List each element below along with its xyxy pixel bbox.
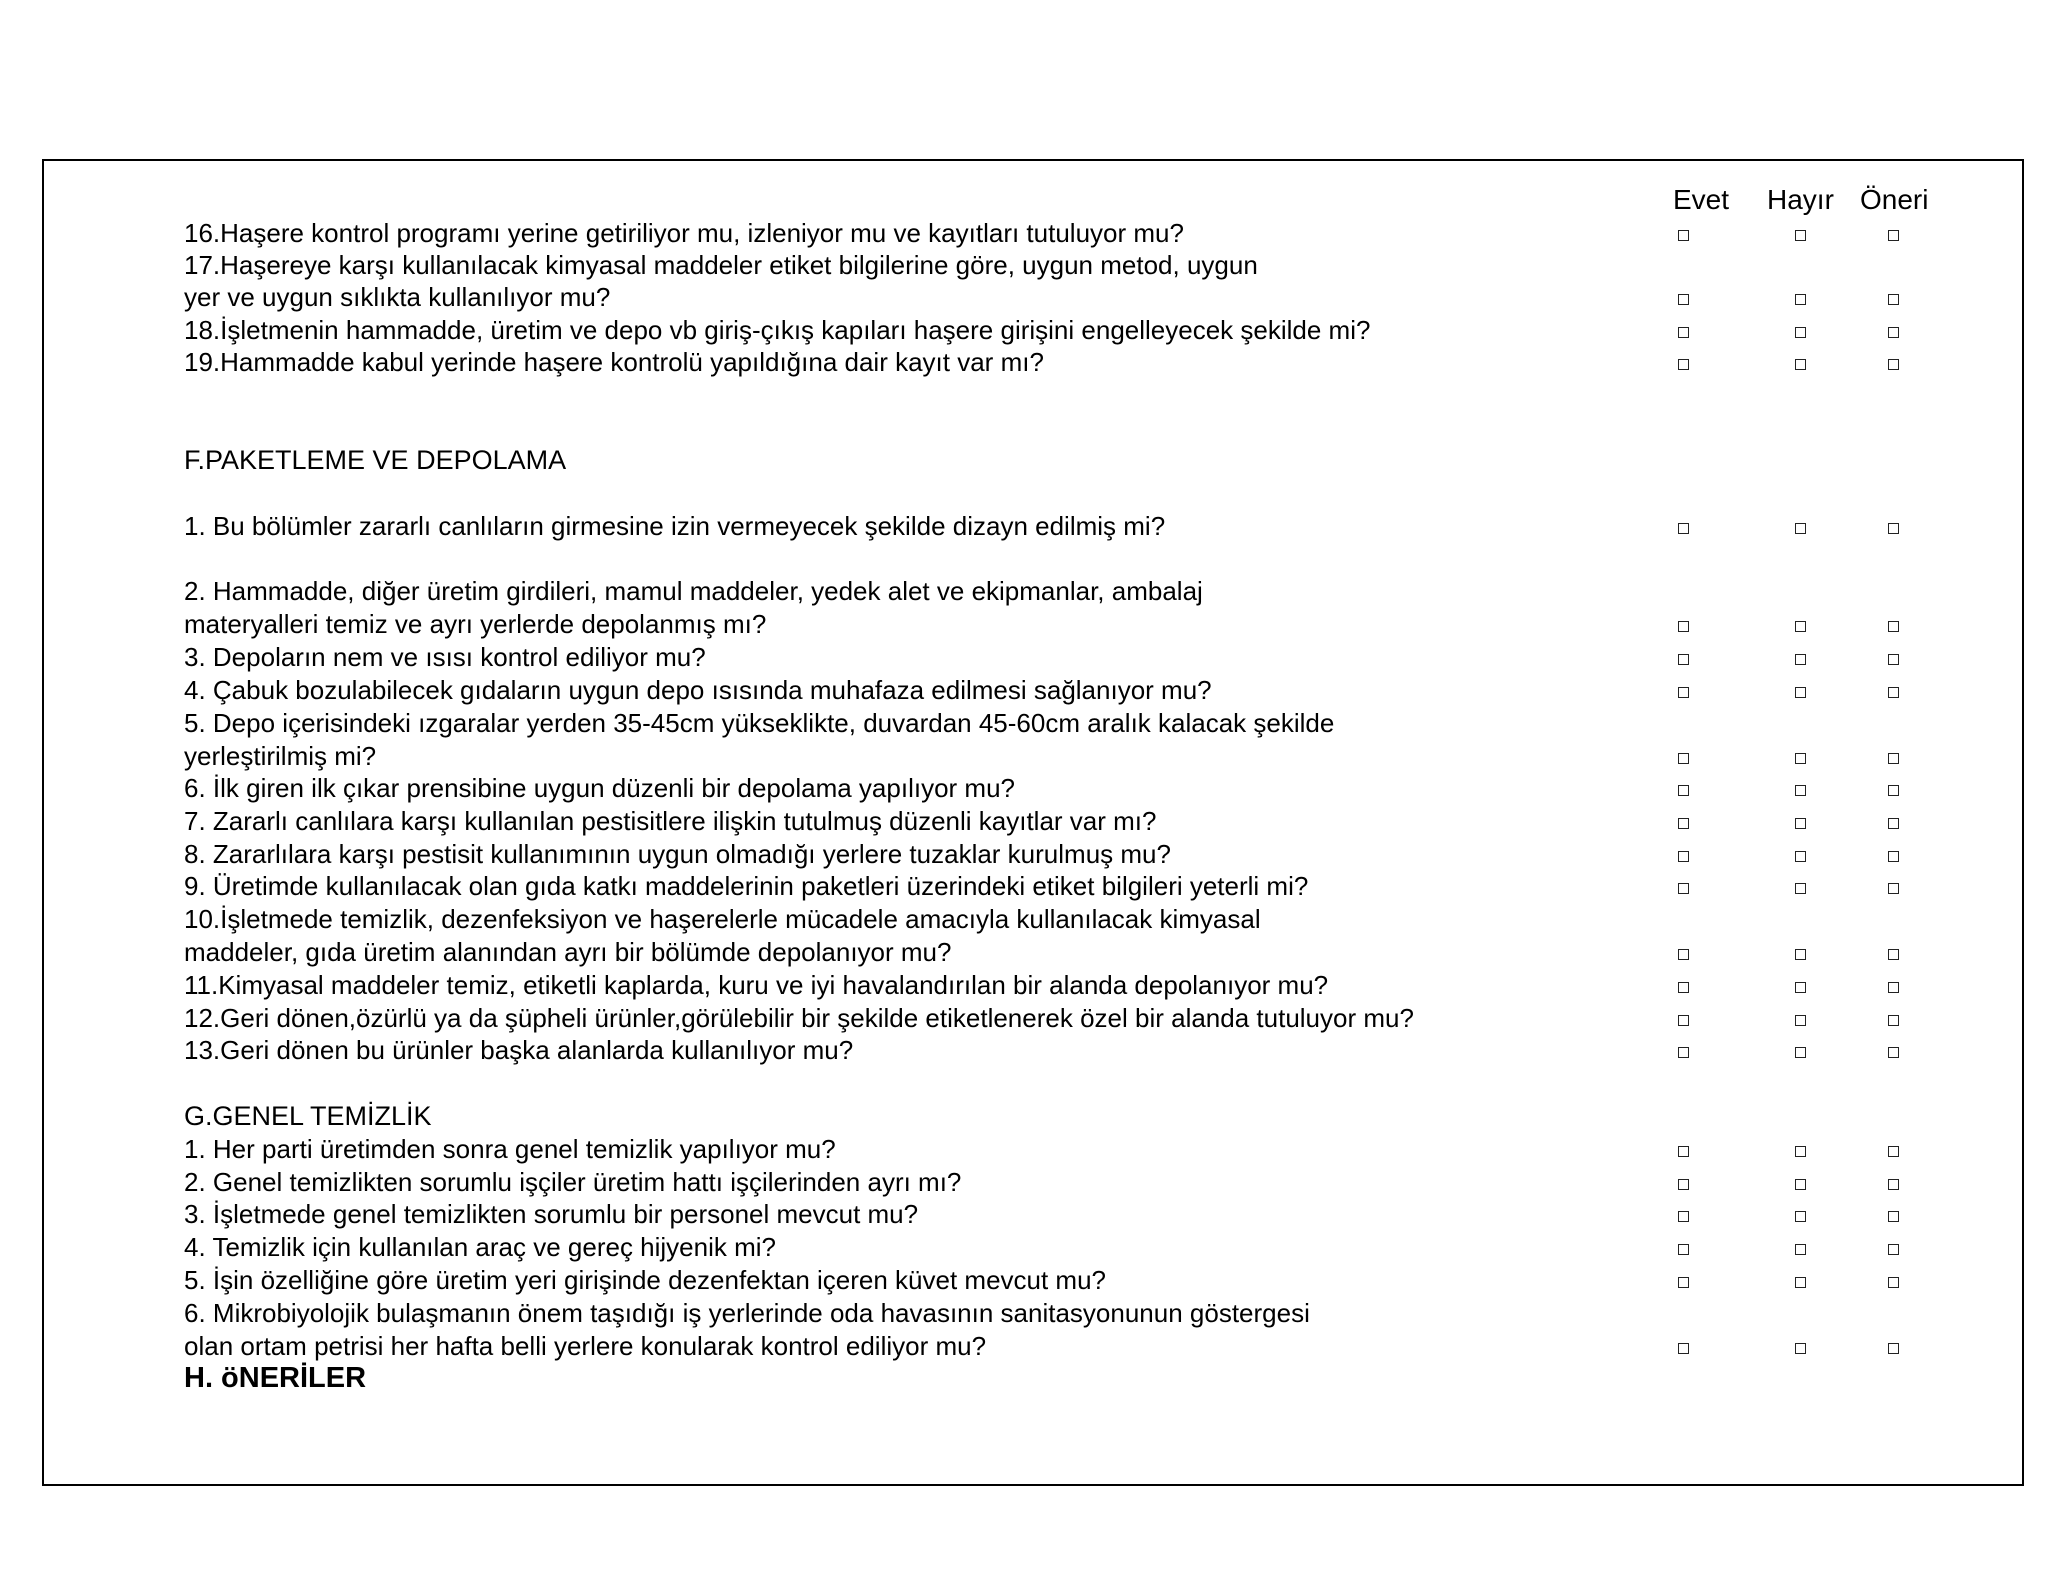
question-text: 16.Haşere kontrol programı yerine getiriliyor mu, izleniyor mu ve kayıtları tutuluyor mu? <box>184 218 1184 248</box>
checkbox-evet[interactable] <box>1678 327 1689 338</box>
question-text: 2. Hammadde, diğer üretim girdileri, mamul maddeler, yedek alet ve ekipmanlar, ambalaj <box>184 576 1203 606</box>
question-text: 1. Bu bölümler zararlı canlıların girmesine izin vermeyecek şekilde dizayn edilmiş mi? <box>184 511 1166 541</box>
checkbox-oneri[interactable] <box>1888 1047 1899 1058</box>
checkbox-hayir[interactable] <box>1795 785 1806 796</box>
question-text: 5. Depo içerisindeki ızgaralar yerden 35-45cm yükseklikte, duvardan 45-60cm aralık kalacak şekilde <box>184 708 1335 738</box>
checkbox-hayir[interactable] <box>1795 1015 1806 1026</box>
checkbox-hayir[interactable] <box>1795 1244 1806 1255</box>
checkbox-hayir[interactable] <box>1795 621 1806 632</box>
checkbox-hayir[interactable] <box>1795 230 1806 241</box>
checkbox-hayir[interactable] <box>1795 1047 1806 1058</box>
checkbox-evet[interactable] <box>1678 1343 1689 1354</box>
question-text: olan ortam petrisi her hafta belli yerlere konularak kontrol ediliyor mu? <box>184 1331 987 1361</box>
checkbox-oneri[interactable] <box>1888 785 1899 796</box>
question-text: 4. Temizlik için kullanılan araç ve gereç hijyenik mi? <box>184 1232 776 1262</box>
question-text: 12.Geri dönen,özürlü ya da şüpheli ürünler,görülebilir bir şekilde etiketlenerek özel bir alanda tutuluyor mu? <box>184 1003 1414 1033</box>
question-text: 3. Depoların nem ve ısısı kontrol ediliyor mu? <box>184 642 706 672</box>
checkbox-evet[interactable] <box>1678 753 1689 764</box>
checkbox-evet[interactable] <box>1678 982 1689 993</box>
question-text: 8. Zararlılara karşı pestisit kullanımının uygun olmadığı yerlere tuzaklar kurulmuş mu? <box>184 839 1171 869</box>
checkbox-hayir[interactable] <box>1795 753 1806 764</box>
checkbox-oneri[interactable] <box>1888 327 1899 338</box>
checkbox-oneri[interactable] <box>1888 1211 1899 1222</box>
question-text: 18.İşletmenin hammadde, üretim ve depo vb giriş-çıkış kapıları haşere girişini engelleyecek şekilde mi? <box>184 315 1371 345</box>
checkbox-evet[interactable] <box>1678 359 1689 370</box>
checkbox-hayir[interactable] <box>1795 327 1806 338</box>
section-title: G.GENEL TEMİZLİK <box>184 1101 432 1131</box>
checkbox-evet[interactable] <box>1678 1015 1689 1026</box>
checkbox-hayir[interactable] <box>1795 687 1806 698</box>
question-text: maddeler, gıda üretim alanından ayrı bir bölümde depolanıyor mu? <box>184 937 952 967</box>
question-text: 17.Haşereye karşı kullanılacak kimyasal maddeler etiket bilgilerine göre, uygun metod, uygun <box>184 250 1258 280</box>
checkbox-oneri[interactable] <box>1888 851 1899 862</box>
section-title: F.PAKETLEME VE DEPOLAMA <box>184 445 567 475</box>
checkbox-oneri[interactable] <box>1888 621 1899 632</box>
checkbox-evet[interactable] <box>1678 230 1689 241</box>
checkbox-hayir[interactable] <box>1795 1277 1806 1288</box>
checkbox-evet[interactable] <box>1678 1244 1689 1255</box>
column-header-hayir: Hayır <box>1767 184 1834 215</box>
checkbox-oneri[interactable] <box>1888 654 1899 665</box>
checkbox-evet[interactable] <box>1678 523 1689 534</box>
checkbox-evet[interactable] <box>1678 654 1689 665</box>
checkbox-hayir[interactable] <box>1795 1146 1806 1157</box>
question-text: materyalleri temiz ve ayrı yerlerde depolanmış mı? <box>184 609 767 639</box>
checkbox-oneri[interactable] <box>1888 883 1899 894</box>
checkbox-evet[interactable] <box>1678 1211 1689 1222</box>
question-text: 6. İlk giren ilk çıkar prensibine uygun düzenli bir depolama yapılıyor mu? <box>184 773 1015 803</box>
checkbox-oneri[interactable] <box>1888 1244 1899 1255</box>
question-text: 9. Üretimde kullanılacak olan gıda katkı maddelerinin paketleri üzerindeki etiket bilgileri yeterli mi? <box>184 871 1309 901</box>
checkbox-hayir[interactable] <box>1795 1343 1806 1354</box>
checkbox-hayir[interactable] <box>1795 523 1806 534</box>
question-text: 1. Her parti üretimden sonra genel temizlik yapılıyor mu? <box>184 1134 836 1164</box>
checkbox-hayir[interactable] <box>1795 883 1806 894</box>
checkbox-hayir[interactable] <box>1795 982 1806 993</box>
checkbox-evet[interactable] <box>1678 949 1689 960</box>
checkbox-oneri[interactable] <box>1888 818 1899 829</box>
checkbox-hayir[interactable] <box>1795 851 1806 862</box>
checkbox-evet[interactable] <box>1678 621 1689 632</box>
checkbox-evet[interactable] <box>1678 1146 1689 1157</box>
column-header-oneri: Öneri <box>1860 184 1929 215</box>
question-text: 3. İşletmede genel temizlikten sorumlu bir personel mevcut mu? <box>184 1199 919 1229</box>
question-text: 19.Hammadde kabul yerinde haşere kontrolü yapıldığına dair kayıt var mı? <box>184 347 1044 377</box>
question-text: 10.İşletmede temizlik, dezenfeksiyon ve haşerelerle mücadele amacıyla kullanılacak kimyasal <box>184 904 1261 934</box>
checkbox-evet[interactable] <box>1678 1277 1689 1288</box>
question-text: yerleştirilmiş mi? <box>184 741 377 771</box>
question-text: 5. İşin özelliğine göre üretim yeri girişinde dezenfektan içeren küvet mevcut mu? <box>184 1265 1107 1295</box>
checkbox-hayir[interactable] <box>1795 818 1806 829</box>
column-header-evet: Evet <box>1673 184 1730 215</box>
checkbox-oneri[interactable] <box>1888 949 1899 960</box>
checkbox-evet[interactable] <box>1678 818 1689 829</box>
checkbox-hayir[interactable] <box>1795 1211 1806 1222</box>
checkbox-oneri[interactable] <box>1888 1277 1899 1288</box>
checkbox-evet[interactable] <box>1678 785 1689 796</box>
checkbox-oneri[interactable] <box>1888 230 1899 241</box>
checkbox-oneri[interactable] <box>1888 359 1899 370</box>
checkbox-oneri[interactable] <box>1888 1179 1899 1190</box>
question-text: 7. Zararlı canlılara karşı kullanılan pestisitlere ilişkin tutulmuş düzenli kayıtlar var mı? <box>184 806 1157 836</box>
checkbox-evet[interactable] <box>1678 851 1689 862</box>
checkbox-oneri[interactable] <box>1888 294 1899 305</box>
checkbox-oneri[interactable] <box>1888 1015 1899 1026</box>
checkbox-oneri[interactable] <box>1888 1146 1899 1157</box>
checkbox-oneri[interactable] <box>1888 687 1899 698</box>
section-heading: H. öNERİLER <box>184 1362 367 1394</box>
question-text: 4. Çabuk bozulabilecek gıdaların uygun depo ısısında muhafaza edilmesi sağlanıyor mu? <box>184 675 1212 705</box>
checkbox-evet[interactable] <box>1678 687 1689 698</box>
checkbox-evet[interactable] <box>1678 294 1689 305</box>
question-text: yer ve uygun sıklıkta kullanılıyor mu? <box>184 282 611 312</box>
question-text: 6. Mikrobiyolojik bulaşmanın önem taşıdığı iş yerlerinde oda havasının sanitasyonunun göstergesi <box>184 1298 1310 1328</box>
question-text: 13.Geri dönen bu ürünler başka alanlarda kullanılıyor mu? <box>184 1035 854 1065</box>
checkbox-oneri[interactable] <box>1888 982 1899 993</box>
checkbox-oneri[interactable] <box>1888 1343 1899 1354</box>
checkbox-evet[interactable] <box>1678 883 1689 894</box>
checkbox-hayir[interactable] <box>1795 359 1806 370</box>
checkbox-oneri[interactable] <box>1888 523 1899 534</box>
checkbox-hayir[interactable] <box>1795 1179 1806 1190</box>
checkbox-hayir[interactable] <box>1795 654 1806 665</box>
checkbox-evet[interactable] <box>1678 1047 1689 1058</box>
checkbox-hayir[interactable] <box>1795 949 1806 960</box>
question-text: 11.Kimyasal maddeler temiz, etiketli kaplarda, kuru ve iyi havalandırılan bir alanda depolanıyor mu? <box>184 970 1329 1000</box>
checkbox-evet[interactable] <box>1678 1179 1689 1190</box>
question-text: 2. Genel temizlikten sorumlu işçiler üretim hattı işçilerinden ayrı mı? <box>184 1167 962 1197</box>
checkbox-hayir[interactable] <box>1795 294 1806 305</box>
checkbox-oneri[interactable] <box>1888 753 1899 764</box>
